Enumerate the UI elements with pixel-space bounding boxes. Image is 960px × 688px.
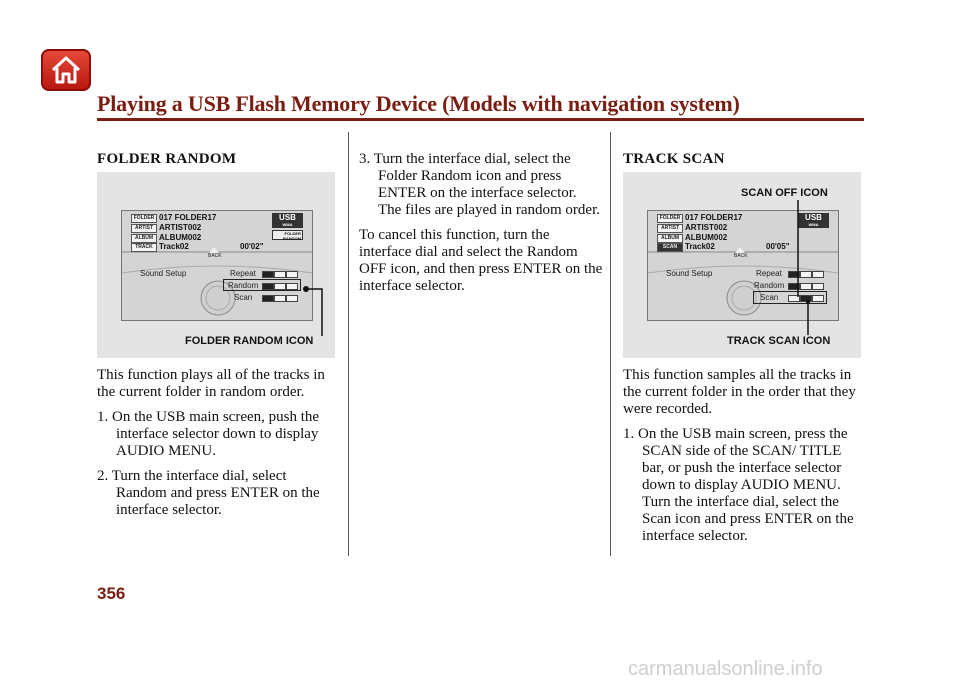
description: This function plays all of the tracks in the current folder in random order. xyxy=(97,367,325,400)
page-number: 356 xyxy=(97,584,126,603)
folder-random-continued xyxy=(359,151,603,295)
column-divider xyxy=(348,132,349,556)
callout-leader xyxy=(97,172,335,358)
row-tag-folder: FOLDER xyxy=(657,214,683,223)
watermark: carmanualsonline.info xyxy=(628,658,823,680)
row-tag-artist: ARTIST xyxy=(657,224,683,233)
callout-leaders xyxy=(623,172,861,358)
menu-random[interactable]: Random xyxy=(228,281,259,290)
step-1: 1. On the USB main screen, press the SCAN side of the SCAN/ TITLE bar, or push the interface selector down to display AUDIO MENU. Turn the interface dial, select the Scan icon and press ENTER on the interface selector. xyxy=(623,426,854,544)
folder-random-text xyxy=(97,367,337,519)
track-scan-figure xyxy=(623,172,861,358)
step-1: 1. On the USB main screen, push the interface selector down to display AUDIO MENU. xyxy=(97,409,320,459)
section-heading-track-scan: TRACK SCAN xyxy=(623,151,725,167)
back-label: BACK xyxy=(734,253,748,259)
callout-track-scan-icon: TRACK SCAN ICON xyxy=(727,335,831,347)
row-tag-album: ALBUM xyxy=(131,234,157,243)
menu-sound-setup[interactable]: Sound Setup xyxy=(140,269,187,278)
row-track: Track02 xyxy=(685,242,715,251)
usb-label: USB xyxy=(279,213,296,222)
row-tag-track: TRACK xyxy=(131,243,157,252)
wma-label: WMA xyxy=(282,222,293,227)
back-label: BACK xyxy=(208,253,222,259)
menu-scan[interactable]: Scan xyxy=(760,293,779,302)
row-tag-artist: ARTIST xyxy=(131,224,157,233)
row-album: ALBUM002 xyxy=(685,233,728,242)
folder-random-badge: FOLDER RANDOM xyxy=(272,230,303,240)
row-tag-folder: FOLDER xyxy=(131,214,157,223)
page-title: Playing a USB Flash Memory Device (Models with navigation system) xyxy=(97,91,740,116)
usb-label: USB xyxy=(805,213,822,222)
step-2: 2. Turn the interface dial, select Random and press ENTER on the interface selector. xyxy=(97,468,320,518)
callout-scan-off-icon: SCAN OFF ICON xyxy=(741,187,828,199)
wma-label: WMA xyxy=(808,222,819,227)
menu-repeat[interactable]: Repeat xyxy=(756,269,782,278)
row-tag-scan: SCAN xyxy=(657,243,683,252)
menu-repeat[interactable]: Repeat xyxy=(230,269,256,278)
menu-scan[interactable]: Scan xyxy=(234,293,253,302)
row-folder: 017 FOLDER17 xyxy=(159,213,217,222)
cancel-instruction: To cancel this function, turn the interface dial and select the Random OFF icon, and then press ENTER on the interface selector. xyxy=(359,227,603,294)
row-artist: ARTIST002 xyxy=(685,223,728,232)
column-divider xyxy=(610,132,611,556)
row-tag-album: ALBUM xyxy=(657,234,683,243)
elapsed-time: 00'02" xyxy=(240,242,264,251)
row-track: Track02 xyxy=(159,242,189,251)
track-scan-text xyxy=(623,367,863,545)
home-button[interactable] xyxy=(41,49,91,91)
row-album: ALBUM002 xyxy=(159,233,202,242)
title-rule xyxy=(97,118,864,121)
section-heading-folder-random: FOLDER RANDOM xyxy=(97,151,237,167)
step-3: 3. Turn the interface dial, select the Folder Random icon and press ENTER on the interface selector. The files are played in random order. xyxy=(359,151,600,218)
elapsed-time: 00'05" xyxy=(766,242,790,251)
home-icon xyxy=(50,54,82,86)
row-artist: ARTIST002 xyxy=(159,223,202,232)
menu-random[interactable]: Random xyxy=(754,281,785,290)
row-folder: 017 FOLDER17 xyxy=(685,213,743,222)
description: This function samples all the tracks in the current folder in the order that they were recorded. xyxy=(623,367,856,417)
callout-folder-random-icon: FOLDER RANDOM ICON xyxy=(185,335,314,347)
folder-random-figure xyxy=(97,172,335,358)
menu-sound-setup[interactable]: Sound Setup xyxy=(666,269,713,278)
